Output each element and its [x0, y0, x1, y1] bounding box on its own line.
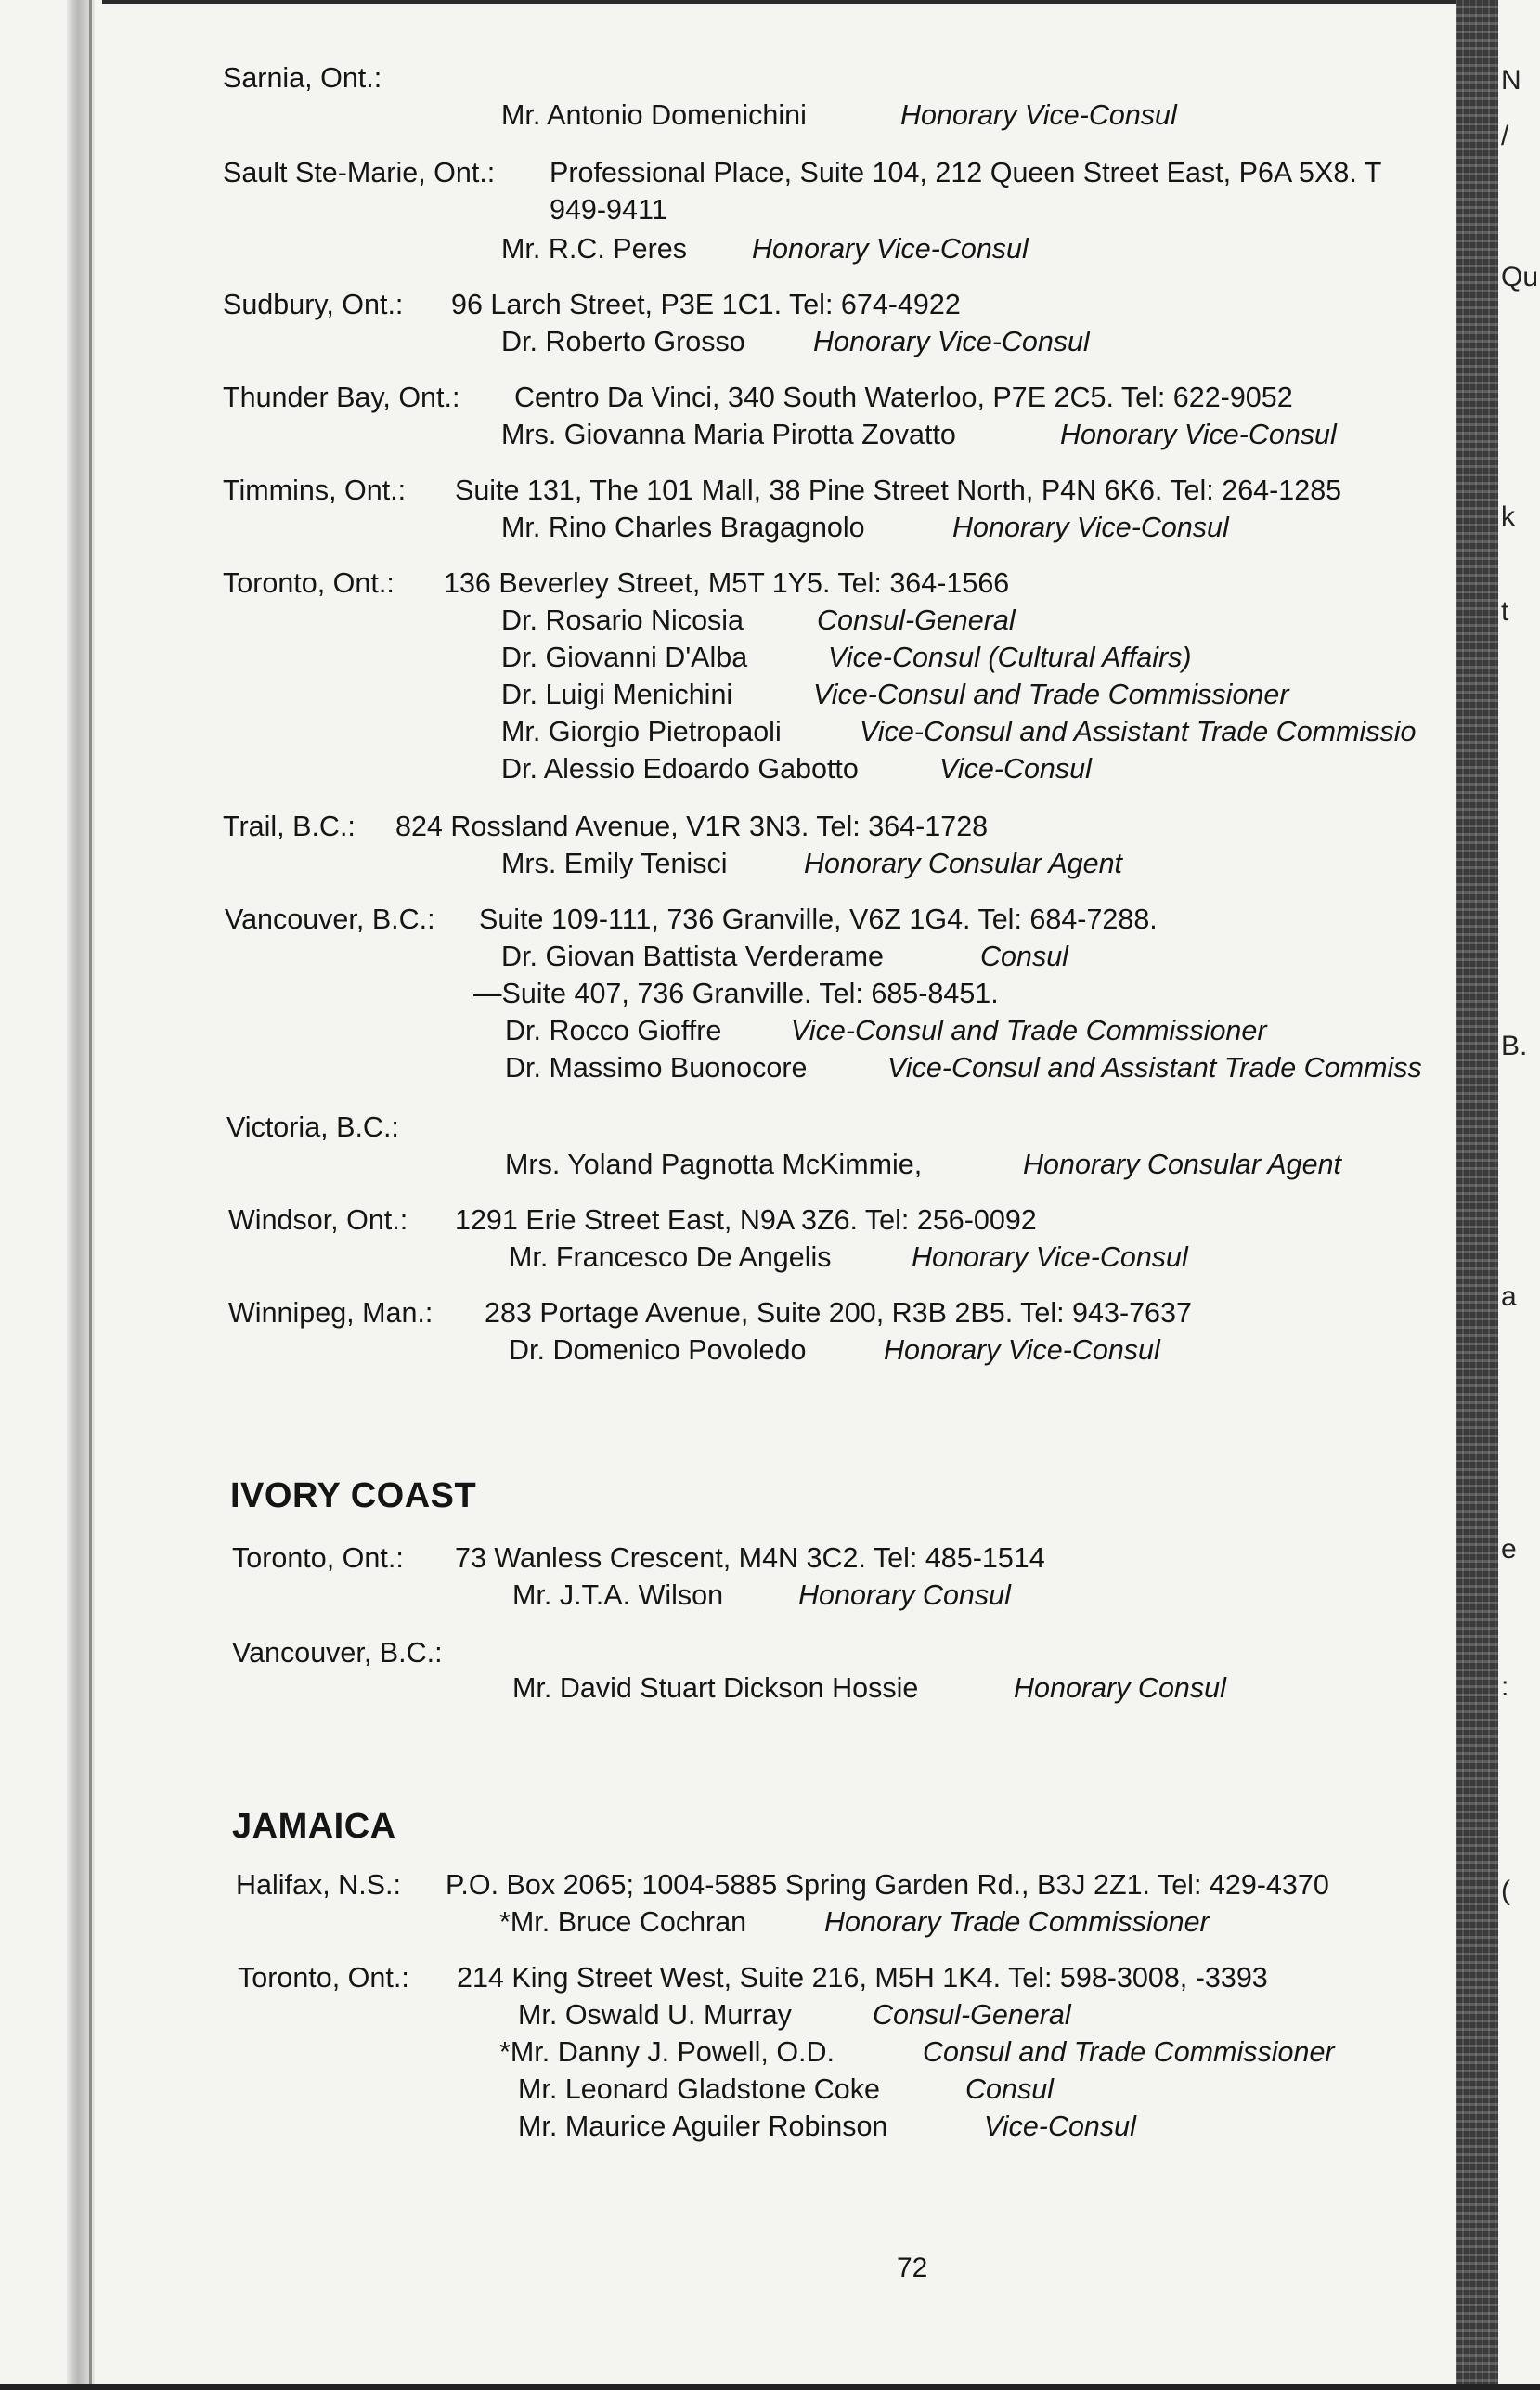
entry-ic-vancouver-n1: Mr. David Stuart Dickson Hossie [512, 1672, 919, 1704]
entry-jm-halifax-t1: Honorary Trade Commissioner [824, 1906, 1210, 1938]
top-rule [102, 0, 1467, 4]
facing-page-fragment: N [1501, 65, 1521, 96]
facing-page-fragment: ( [1501, 1876, 1510, 1906]
facing-page-fragment: : [1501, 1671, 1509, 1702]
entry-jm-halifax-city: Halifax, N.S.: [236, 1869, 401, 1901]
entry-jm-halifax-n1: *Mr. Bruce Cochran [499, 1906, 747, 1938]
facing-page-fragment: k [1501, 501, 1515, 532]
entry-vancouver-n2: Dr. Rocco Gioffre [505, 1015, 722, 1046]
entry-toronto-n1: Dr. Rosario Nicosia [501, 604, 744, 636]
entry-sudbury-city: Sudbury, Ont.: [223, 289, 404, 320]
entry-jm-toronto-n2: *Mr. Danny J. Powell, O.D. [499, 2036, 835, 2068]
entry-ic-toronto-t1: Honorary Consul [798, 1579, 1011, 1611]
entry-jm-toronto-t2: Consul and Trade Commissioner [923, 2036, 1335, 2068]
entry-trail-n1: Mrs. Emily Tenisci [501, 848, 728, 879]
entry-ic-toronto-n1: Mr. J.T.A. Wilson [512, 1579, 724, 1611]
entry-thunder-n1: Mrs. Giovanna Maria Pirotta Zovatto [501, 419, 956, 450]
entry-vancouver-city: Vancouver, B.C.: [225, 903, 435, 935]
entry-thunder-t1: Honorary Vice-Consul [1060, 419, 1337, 450]
entry-jm-toronto-t1: Consul-General [873, 1999, 1071, 2031]
entry-sault-n1: Mr. R.C. Peres [501, 233, 687, 265]
entry-jm-toronto-t3: Consul [965, 2073, 1054, 2105]
entry-sarnia-city: Sarnia, Ont.: [223, 62, 382, 94]
entry-vancouver-n3: Dr. Massimo Buonocore [505, 1052, 808, 1084]
entry-toronto-t2: Vice-Consul (Cultural Affairs) [828, 642, 1192, 673]
entry-vancouver-t1: Consul [980, 941, 1068, 972]
entry-victoria-city: Victoria, B.C.: [226, 1111, 399, 1143]
entry-toronto-n5: Dr. Alessio Edoardo Gabotto [501, 753, 859, 785]
entry-winnipeg-t1: Honorary Vice-Consul [884, 1334, 1160, 1366]
entry-jm-toronto-addr: 214 King Street West, Suite 216, M5H 1K4. Tel: 598-3008, -3393 [457, 1962, 1268, 1994]
facing-page-fragment: B. [1501, 1031, 1528, 1061]
entry-jm-toronto-t4: Vice-Consul [984, 2111, 1136, 2142]
entry-vancouver-t2: Vice-Consul and Trade Commissioner [791, 1015, 1267, 1046]
entry-trail-addr: 824 Rossland Avenue, V1R 3N3. Tel: 364-1728 [395, 811, 989, 842]
entry-windsor-city: Windsor, Ont.: [228, 1204, 408, 1236]
entry-toronto-n4: Mr. Giorgio Pietropaoli [501, 716, 782, 747]
entry-sault-tel: 949-9411 [550, 194, 667, 226]
entry-winnipeg-city: Winnipeg, Man.: [228, 1297, 434, 1329]
entry-sarnia-n1: Mr. Antonio Domenichini [501, 99, 807, 131]
bottom-rule [0, 2384, 1540, 2390]
entry-sudbury-addr: 96 Larch Street, P3E 1C1. Tel: 674-4922 [451, 289, 961, 320]
binding-line [89, 0, 92, 2390]
entry-vancouver-n1: Dr. Giovan Battista Verderame [501, 941, 884, 972]
facing-page-fragment: e [1501, 1534, 1517, 1565]
entry-toronto-t5: Vice-Consul [939, 753, 1092, 785]
entry-toronto-t4: Vice-Consul and Assistant Trade Commissio [860, 716, 1417, 747]
entry-ic-toronto-city: Toronto, Ont.: [232, 1542, 404, 1574]
entry-victoria-n1: Mrs. Yoland Pagnotta McKimmie, [505, 1149, 923, 1180]
facing-page-fragment: t [1501, 596, 1509, 627]
entry-timmins-city: Timmins, Ont.: [223, 474, 407, 506]
entry-sault-t1: Honorary Vice-Consul [752, 233, 1029, 265]
facing-page-fragment: / [1501, 121, 1509, 151]
facing-page-fragment: a [1501, 1281, 1517, 1312]
entry-trail-t1: Honorary Consular Agent [804, 848, 1123, 879]
entry-toronto-t3: Vice-Consul and Trade Commissioner [813, 679, 1289, 710]
entry-victoria-t1: Honorary Consular Agent [1023, 1149, 1342, 1180]
country-heading-jamaica: JAMAICA [232, 1807, 396, 1846]
entry-thunder-addr: Centro Da Vinci, 340 South Waterloo, P7E 2C5. Tel: 622-9052 [514, 382, 1293, 413]
entry-windsor-n1: Mr. Francesco De Angelis [509, 1241, 832, 1273]
entry-sudbury-t1: Honorary Vice-Consul [813, 326, 1090, 357]
entry-vancouver-t3: Vice-Consul and Assistant Trade Commiss [887, 1052, 1422, 1084]
entry-toronto-n3: Dr. Luigi Menichini [501, 679, 733, 710]
entry-winnipeg-n1: Dr. Domenico Povoledo [509, 1334, 807, 1366]
entry-jm-toronto-city: Toronto, Ont.: [238, 1962, 409, 1994]
entry-toronto-n2: Dr. Giovanni D'Alba [501, 642, 748, 673]
entry-vancouver-addr: Suite 109-111, 736 Granville, V6Z 1G4. Tel: 684-7288. [479, 903, 1158, 935]
entry-ic-vancouver-city: Vancouver, B.C.: [232, 1637, 443, 1669]
entry-toronto-t1: Consul-General [817, 604, 1016, 636]
entry-toronto-city: Toronto, Ont.: [223, 567, 395, 599]
entry-trail-city: Trail, B.C.: [223, 811, 356, 842]
page-number: 72 [897, 2253, 928, 2283]
entry-jm-toronto-n3: Mr. Leonard Gladstone Coke [518, 2073, 880, 2105]
entry-windsor-addr: 1291 Erie Street East, N9A 3Z6. Tel: 256-0092 [455, 1204, 1037, 1236]
entry-timmins-t1: Honorary Vice-Consul [952, 512, 1229, 543]
facing-page-fragment: Qu [1501, 262, 1539, 292]
entry-sudbury-n1: Dr. Roberto Grosso [501, 326, 745, 357]
entry-jm-halifax-addr: P.O. Box 2065; 1004-5885 Spring Garden Rd., B3J 2Z1. Tel: 429-4370 [446, 1869, 1329, 1901]
entry-vancouver-addr2: —Suite 407, 736 Granville. Tel: 685-8451. [473, 978, 999, 1009]
entry-winnipeg-addr: 283 Portage Avenue, Suite 200, R3B 2B5. Tel: 943-7637 [485, 1297, 1192, 1329]
entry-sault-addr: Professional Place, Suite 104, 212 Queen Street East, P6A 5X8. T [550, 157, 1382, 188]
entry-sarnia-t1: Honorary Vice-Consul [900, 99, 1177, 131]
entry-windsor-t1: Honorary Vice-Consul [912, 1241, 1188, 1273]
country-heading-ivory-coast: IVORY COAST [230, 1476, 477, 1515]
entry-jm-toronto-n1: Mr. Oswald U. Murray [518, 1999, 792, 2031]
entry-toronto-addr: 136 Beverley Street, M5T 1Y5. Tel: 364-1566 [444, 567, 1010, 599]
entry-sault-city: Sault Ste-Marie, Ont.: [223, 157, 496, 188]
facing-page-edge [1456, 0, 1498, 2390]
entry-ic-toronto-addr: 73 Wanless Crescent, M4N 3C2. Tel: 485-1514 [455, 1542, 1045, 1574]
entry-timmins-n1: Mr. Rino Charles Bragagnolo [501, 512, 865, 543]
entry-ic-vancouver-t1: Honorary Consul [1014, 1672, 1226, 1704]
entry-timmins-addr: Suite 131, The 101 Mall, 38 Pine Street North, P4N 6K6. Tel: 264-1285 [455, 474, 1342, 506]
entry-thunder-city: Thunder Bay, Ont.: [223, 382, 460, 413]
entry-jm-toronto-n4: Mr. Maurice Aguiler Robinson [518, 2111, 888, 2142]
